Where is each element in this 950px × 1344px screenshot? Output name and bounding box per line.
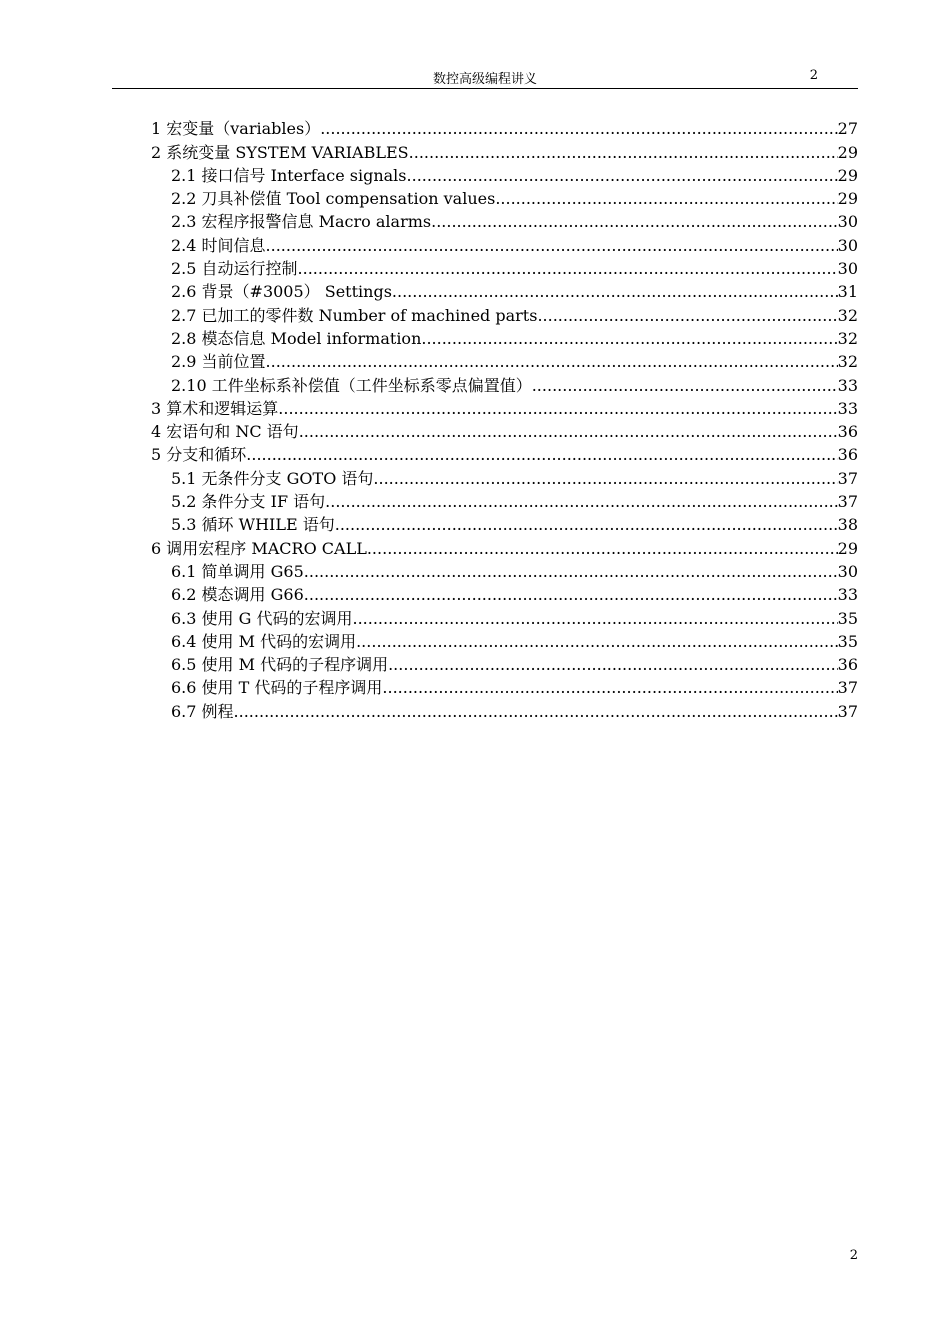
- toc-entry-page: 31: [837, 282, 858, 302]
- toc-entry-page: 36: [837, 422, 858, 442]
- toc-entry-title: 4 宏语句和 NC 语句: [151, 422, 299, 442]
- toc-leader: [278, 399, 837, 419]
- toc-entry-page: 36: [837, 655, 858, 675]
- toc-entry-title: 1 宏变量（variables）: [151, 119, 321, 139]
- toc-entry-title: 2.7 已加工的零件数 Number of machined parts: [171, 305, 538, 325]
- toc-leader: [304, 585, 838, 605]
- toc-leader: [356, 632, 838, 652]
- toc-entry-title: 5 分支和循环: [151, 445, 247, 465]
- header-title: 数控高级编程讲义: [432, 72, 537, 87]
- toc-leader: [431, 212, 838, 232]
- toc-entry[interactable]: [151, 512, 858, 535]
- toc-entry[interactable]: [151, 232, 858, 255]
- page-header: [112, 66, 858, 89]
- toc-entry-page: 33: [837, 375, 858, 395]
- header-page-number: 2: [809, 68, 818, 83]
- toc-leader: [335, 515, 838, 535]
- toc-entry-page: 35: [837, 631, 858, 651]
- toc-entry-title: 6 调用宏程序 MACRO CALL: [151, 538, 367, 558]
- toc-entry-page: 29: [837, 189, 858, 209]
- toc-leader: [382, 678, 837, 698]
- toc-entry-title: 6.3 使用 G 代码的宏调用: [171, 608, 353, 628]
- toc-entry-page: 36: [837, 445, 858, 465]
- toc-leader: [299, 422, 838, 442]
- toc-entry-page: 37: [837, 492, 858, 512]
- toc-entry-title: 2 系统变量 SYSTEM VARIABLES: [151, 142, 409, 162]
- toc-entry[interactable]: [151, 396, 858, 419]
- toc-entry-title: 6.4 使用 M 代码的宏调用: [171, 631, 357, 651]
- toc-entry-page: 33: [837, 398, 858, 418]
- toc-entry[interactable]: [151, 559, 858, 582]
- toc-entry-page: 33: [837, 585, 858, 605]
- toc-leader: [266, 236, 838, 256]
- toc-entry[interactable]: [151, 582, 858, 605]
- toc-entry-title: 2.4 时间信息: [171, 235, 266, 255]
- footer-page-number: 2: [849, 1248, 858, 1263]
- toc-entry[interactable]: [151, 256, 858, 279]
- toc-entry-page: 32: [837, 352, 858, 372]
- toc-entry-page: 29: [837, 165, 858, 185]
- toc-entry-page: 37: [837, 678, 858, 698]
- toc-leader: [392, 282, 838, 302]
- toc-entry[interactable]: [151, 326, 858, 349]
- toc-entry-title: 3 算术和逻辑运算: [151, 398, 279, 418]
- toc-entry[interactable]: [151, 652, 858, 675]
- toc-entry-title: 6.5 使用 M 代码的子程序调用: [171, 655, 389, 675]
- toc-entry-title: 2.3 宏程序报警信息 Macro alarms: [171, 212, 432, 232]
- toc-entry[interactable]: [151, 116, 858, 139]
- toc-entry-page: 27: [837, 119, 858, 139]
- toc-entry-page: 38: [837, 515, 858, 535]
- toc-entry-title: 2.6 背景（#3005） Settings: [171, 282, 392, 302]
- toc-entry-page: 30: [837, 235, 858, 255]
- toc-leader: [298, 259, 838, 279]
- toc-entry-page: 37: [837, 468, 858, 488]
- toc-leader: [373, 469, 837, 489]
- toc-entry-title: 6.6 使用 T 代码的子程序调用: [171, 678, 383, 698]
- toc-entry[interactable]: [151, 465, 858, 488]
- toc-entry[interactable]: [151, 489, 858, 512]
- toc-leader: [537, 306, 837, 326]
- toc-entry-page: 29: [837, 538, 858, 558]
- toc-entry[interactable]: [151, 675, 858, 698]
- toc-leader: [367, 539, 838, 559]
- toc-entry-title: 2.9 当前位置: [171, 352, 266, 372]
- toc-entry-page: 30: [837, 259, 858, 279]
- toc-entry[interactable]: [151, 139, 858, 162]
- toc-entry-title: 5.1 无条件分支 GOTO 语句: [171, 468, 374, 488]
- toc-entry-page: 29: [837, 142, 858, 162]
- toc-entry[interactable]: [151, 442, 858, 465]
- toc-entry-title: 2.2 刀具补偿值 Tool compensation values: [171, 189, 496, 209]
- toc-entry[interactable]: [151, 535, 858, 558]
- toc-leader: [234, 702, 838, 722]
- toc-entry[interactable]: [151, 186, 858, 209]
- toc-entry-page: 37: [837, 701, 858, 721]
- toc-leader: [532, 376, 838, 396]
- toc-leader: [495, 189, 837, 209]
- toc-leader: [325, 492, 838, 512]
- toc-entry-page: 30: [837, 561, 858, 581]
- toc-leader: [421, 329, 837, 349]
- toc-entry[interactable]: [151, 605, 858, 628]
- toc-entry[interactable]: [151, 349, 858, 372]
- toc-entry-title: 2.1 接口信号 Interface signals: [171, 165, 407, 185]
- toc-entry[interactable]: [151, 419, 858, 442]
- toc-entry-page: 32: [837, 328, 858, 348]
- toc-leader: [246, 445, 837, 465]
- toc-leader: [304, 562, 838, 582]
- toc-entry[interactable]: [151, 698, 858, 721]
- toc-leader: [388, 655, 838, 675]
- toc-entry[interactable]: [151, 279, 858, 302]
- toc-leader: [409, 143, 838, 163]
- toc-entry[interactable]: [151, 629, 858, 652]
- toc-entry[interactable]: [151, 163, 858, 186]
- toc-entry-title: 5.2 条件分支 IF 语句: [171, 492, 326, 512]
- toc-entry[interactable]: [151, 209, 858, 232]
- toc-entry-title: 6.7 例程: [171, 701, 234, 721]
- toc-entry-title: 5.3 循环 WHILE 语句: [171, 515, 335, 535]
- toc-entry-title: 2.8 模态信息 Model information: [171, 328, 422, 348]
- toc-entry[interactable]: [151, 372, 858, 395]
- toc-leader: [353, 609, 838, 629]
- toc-entry-page: 32: [837, 305, 858, 325]
- toc-entry-title: 2.10 工件坐标系补偿值（工件坐标系零点偏置值）: [171, 375, 532, 395]
- toc-leader: [320, 119, 837, 139]
- toc-leader: [266, 352, 838, 372]
- toc-entry-page: 30: [837, 212, 858, 232]
- toc-entry-title: 6.1 简单调用 G65: [171, 561, 304, 581]
- toc-entry-page: 35: [837, 608, 858, 628]
- table-of-contents: [151, 116, 858, 722]
- toc-leader: [407, 166, 838, 186]
- toc-entry[interactable]: [151, 302, 858, 325]
- toc-entry-title: 2.5 自动运行控制: [171, 259, 298, 279]
- toc-entry-title: 6.2 模态调用 G66: [171, 585, 304, 605]
